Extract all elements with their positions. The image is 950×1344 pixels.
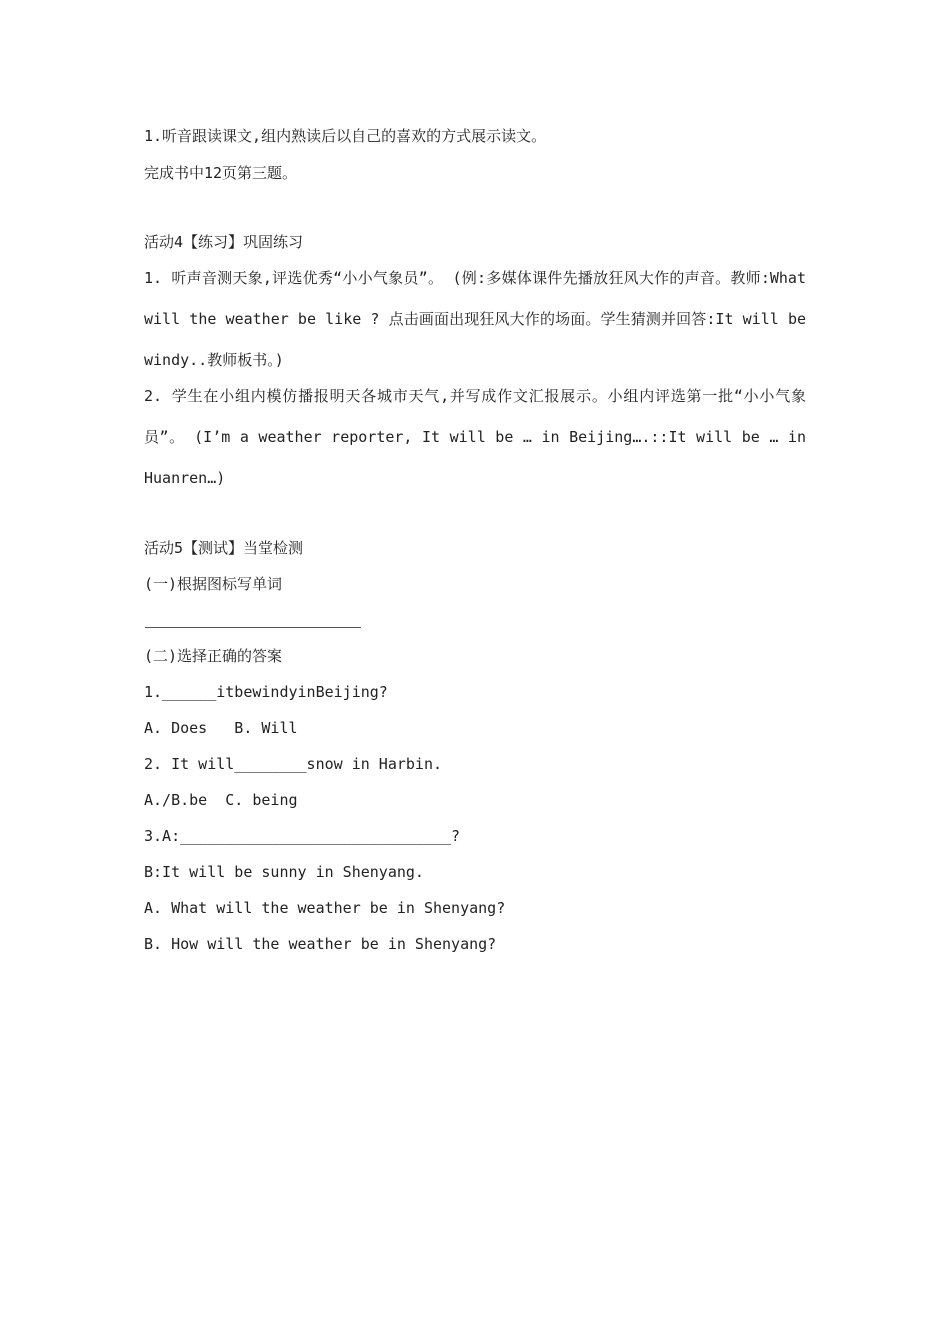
activity5-heading: 活动5【测试】当堂检测 [144,539,304,557]
part2-title: (二)选择正确的答案 [144,647,283,665]
question-3: 3.A:______________________________? [144,827,461,845]
question-3-option-b: B. How will the weather be in Shenyang? [144,935,497,953]
question-3-option-a: A. What will the weather be in Shenyang? [144,899,506,917]
question-2: 2. It will________snow in Harbin. [144,755,443,773]
intro-line-1: 1.听音跟读课文,组内熟读后以自己的喜欢的方式展示读文。 [144,127,547,145]
question-2-options: A./B.be C. being [144,791,298,809]
activity4-item-2: 2. 学生在小组内模仿播报明天各城市天气,并写成作文汇报展示。小组内评选第一批“小小气象员”。 (I’m a weather reporter, It will be … in Beijing….::It will be … in Huanren…) [144,387,806,487]
activity4-heading: 活动4【练习】巩固练习 [144,233,304,251]
part1-title: (一)根据图标写单词 [144,575,283,593]
activity4-item-1: 1. 听声音测天象,评选优秀“小小气象员”。 (例:多媒体课件先播放狂风大作的声音。教师:What will the weather be like ? 点击画面出现狂风大作的场面。学生猜测并回答:It will be windy..教师板书。) [144,269,806,369]
question-1: 1.______itbewindyinBeijing? [144,683,388,701]
answer-blank-line [145,627,361,628]
intro-line-2: 完成书中12页第三题。 [144,164,298,182]
question-3-response: B:It will be sunny in Shenyang. [144,863,424,881]
question-1-options: A. Does B. Will [144,719,298,737]
